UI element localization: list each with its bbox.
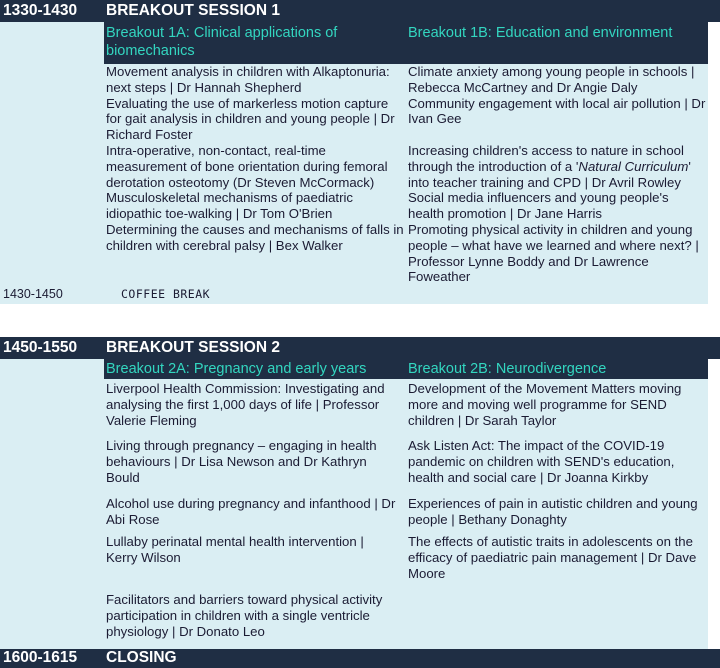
list-item: Promoting physical activity in children and young people – what have we learned and where next? | Professor Lynne Boddy and Dr Lawrence Foweather (408, 221, 699, 285)
list-item: Determining the causes and mechanisms of falls in children with cerebral palsy | Bex Walker (106, 221, 404, 253)
session2-time: 1450-1550 (3, 339, 78, 356)
session2-item-2b-2: Ask Listen Act: The impact of the COVID-19 pandemic on children with SEND's education, health and social care | Dr Joanna Kirkby (408, 438, 675, 485)
list-item: Increasing children's access to nature in school through the introduction of a 'Natural Curriculum' into teacher training and CPD | Dr Avril Rowley (408, 142, 691, 190)
breakout-1a-heading: Breakout 1A: Clinical applications of biomechanics (106, 25, 338, 59)
session2-item-2b-1: Development of the Movement Matters moving more and moving well programme for SEND children | Dr Sarah Taylor (408, 381, 682, 428)
breakout-1b-heading: Breakout 1B: Education and environment (408, 25, 673, 41)
list-item: Evaluating the use of markerless motion capture for gait analysis in children and young people | Dr Richard Foster (106, 95, 395, 143)
closing-title: CLOSING (106, 649, 177, 666)
session2-item-2a-3: Alcohol use during pregnancy and infanthood | Dr Abi Rose (106, 496, 396, 527)
session2-item-2a-5: Facilitators and barriers toward physical activity participation in children with a single ventricle physiology | Dr Donato Leo (106, 592, 383, 639)
list-item: Social media influencers and young people's health promotion | Dr Jane Harris (408, 190, 669, 222)
session2-time-column (0, 359, 104, 649)
closing-time: 1600-1615 (3, 649, 78, 666)
session2-item-2a-4: Lullaby perinatal mental health intervention | Kerry Wilson (106, 534, 364, 565)
session1-col-b (408, 64, 708, 285)
session1-time: 1330-1430 (3, 2, 78, 19)
breakout-2a-heading: Breakout 2A: Pregnancy and early years (106, 361, 367, 377)
session2-item-2b-3: Experiences of pain in autistic children and young people | Bethany Donaghty (408, 496, 698, 527)
coffee-break-time: 1430-1450 (3, 287, 63, 301)
list-item: Community engagement with local air pollution | Dr Ivan Gee (408, 95, 706, 127)
list-item: Musculoskeletal mechanisms of paediatric idiopathic toe-walking | Dr Tom O'Brien (106, 190, 354, 222)
session1-title: BREAKOUT SESSION 1 (106, 2, 280, 19)
coffee-break-row (0, 284, 708, 304)
session1-col-a (106, 64, 404, 254)
session2-item-2a-2: Living through pregnancy – engaging in health behaviours | Dr Lisa Newson and Dr Kathryn Bould (106, 438, 377, 485)
session2-item-2a-1: Liverpool Health Commission: Investigating and analysing the first 1,000 days of life | Professor Valerie Fleming (106, 381, 385, 428)
session2-item-2b-4: The effects of autistic traits in adolescents on the efficacy of paediatric pain management | Dr Dave Moore (408, 534, 697, 581)
session1-time-column (0, 22, 104, 284)
coffee-break-label: COFFEE BREAK (121, 287, 211, 301)
list-item: Intra-operative, non-contact, real-time measurement of bone orientation during femoral derotation osteotomy (Dr Steven McCormack) (106, 142, 388, 190)
list-item: Climate anxiety among young people in schools | Rebecca McCartney and Dr Angie Daly (408, 64, 695, 95)
list-item: Movement analysis in children with Alkaptonuria: next steps | Dr Hannah Shepherd (106, 64, 390, 95)
breakout-2b-heading: Breakout 2B: Neurodivergence (408, 361, 607, 377)
session2-title: BREAKOUT SESSION 2 (106, 339, 280, 356)
